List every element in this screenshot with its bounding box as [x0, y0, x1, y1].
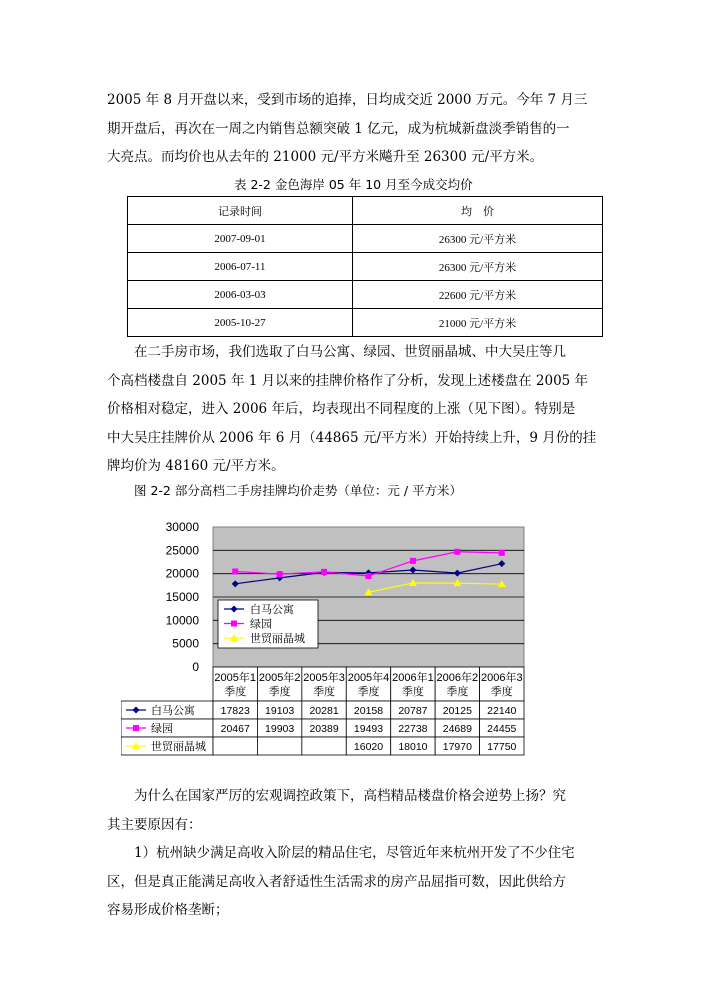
data-point: [410, 558, 416, 564]
intro-paragraph: [107, 86, 597, 172]
closing-1-line-2: 其主要原因有：: [107, 816, 202, 833]
table-cell-date: 2006-03-03: [128, 281, 353, 309]
table-value: 17750: [487, 741, 517, 753]
table-value: 22140: [487, 705, 517, 717]
table-value: 24455: [487, 723, 517, 735]
category-label-line-2: 季度: [357, 686, 380, 698]
table-cell-price: 26300 元/平方米: [353, 253, 603, 281]
closing-2-line-1: 1）杭州缺少满足高收入阶层的精品住宅，尽管近年来杭州开发了不少住宅: [134, 845, 575, 861]
table-header-row: [128, 197, 603, 225]
data-point: [321, 569, 327, 575]
table-cell: [257, 737, 301, 755]
closing-2-line-2: 区，但是真正能满足高收入者舒适性生活需求的房产品屈指可数，因此供给方: [107, 873, 566, 890]
y-tick-label: 30000: [165, 520, 199, 534]
price-trend-chart: [121, 515, 531, 765]
table-value: 20467: [220, 723, 250, 735]
table-value: 18010: [398, 741, 428, 753]
category-label-line-2: 季度: [401, 686, 424, 698]
data-point: [366, 573, 372, 579]
table-row: [128, 309, 603, 337]
figure-caption: 图 2-2 部分高档二手房挂牌均价走势（单位：元 / 平方米）: [134, 483, 463, 498]
y-tick-label: 10000: [165, 613, 199, 628]
price-table: [127, 196, 603, 337]
intro-line-3: 大亮点。而均价也从去年的 21000 元/平方米飚升至 26300 元/平方米。: [107, 149, 544, 165]
category-label-line-1: 2006年2: [436, 672, 479, 684]
table-value: 20389: [309, 723, 339, 735]
category-label-line-1: 2005年3: [303, 672, 345, 684]
category-label-line-2: 季度: [313, 686, 336, 698]
closing-1-line-1: 为什么在国家严厉的宏观调控政策下，高档精品楼盘价格会逆势上扬？究: [134, 788, 566, 804]
y-axis-ticks: [166, 520, 200, 674]
table-value: 22738: [398, 723, 428, 735]
legend-label: 世贸丽晶城: [250, 633, 305, 645]
legend-label: 绿园: [250, 618, 272, 631]
row-series-name: 世贸丽晶城: [151, 741, 206, 753]
table-cell-price: 22600 元/平方米: [353, 281, 603, 309]
table-value: 16020: [353, 741, 384, 753]
data-point: [454, 549, 460, 555]
table-value: 19903: [265, 723, 295, 735]
chart-data-table: [121, 667, 524, 755]
legend-label: 白马公寓: [250, 604, 294, 616]
row-series-name: 绿园: [151, 723, 173, 735]
closing-paragraph-2: [107, 839, 597, 925]
analysis-line-2: 个高档楼盘自 2005 年 1 月以来的挂牌价格作了分析，发现上述楼盘在 2005 年: [107, 372, 589, 389]
data-point: [232, 568, 238, 574]
closing-paragraph-1: [107, 782, 597, 839]
category-label-line-1: 2006年1: [392, 672, 434, 684]
table-cell: [302, 737, 346, 755]
table-caption: 表 2-2 金色海岸 05 年 10 月至今成交均价: [234, 177, 473, 192]
table-value: 17970: [442, 741, 472, 753]
intro-line-2: 期开盘后，再次在一周之内销售总额突破 1 亿元，成为杭城新盘淡季销售的一: [107, 120, 570, 137]
category-label-line-2: 季度: [446, 686, 469, 698]
row-series-name: 白马公寓: [151, 705, 195, 717]
data-point: [499, 550, 505, 556]
analysis-line-3: 价格相对稳定，进入 2006 年后，均表现出不同程度的上涨（见下图）。特别是: [107, 401, 576, 417]
table-row: [128, 253, 603, 281]
table-value: 19103: [265, 705, 295, 717]
table-value: 20787: [398, 705, 428, 717]
table-cell-date: 2006-07-11: [128, 253, 353, 281]
category-label-line-2: 季度: [490, 686, 513, 698]
table-cell-date: 2007-09-01: [128, 225, 353, 253]
category-label-line-1: 2005年4: [347, 672, 390, 684]
y-tick-label: 25000: [165, 543, 199, 558]
y-tick-label: 15000: [165, 590, 199, 604]
row-swatch-marker: [133, 725, 139, 731]
table-row: [128, 225, 603, 253]
table-header-price: 均 价: [353, 197, 603, 225]
table-value: 20281: [309, 705, 339, 717]
analysis-line-1: 在二手房市场，我们选取了白马公寓、绿园、世贸丽晶城、中大吴庄等几: [134, 344, 566, 360]
table-value: 17823: [220, 705, 250, 717]
category-label-line-2: 季度: [268, 686, 291, 698]
table-row: [128, 281, 603, 309]
table-cell-price: 21000 元/平方米: [353, 309, 603, 337]
closing-2-line-3: 容易形成价格垄断；: [107, 902, 229, 918]
analysis-line-5: 牌均价为 48160 元/平方米。: [107, 458, 285, 474]
category-label-line-2: 季度: [224, 686, 247, 698]
y-tick-label: 20000: [165, 566, 199, 581]
y-tick-label: 0: [192, 660, 199, 674]
table-value: 20158: [353, 705, 384, 717]
category-label-line-1: 2006年3: [480, 672, 523, 684]
table-value: 20125: [442, 705, 472, 717]
table-cell-date: 2005-10-27: [128, 309, 353, 337]
table-value: 19493: [353, 723, 384, 735]
analysis-line-4: 中大吴庄挂牌价从 2006 年 6 月（44865 元/平方米）开始持续上升，9 月份的挂: [107, 429, 597, 446]
intro-line-1: 2005 年 8 月开盘以来，受到市场的追捧，日均成交近 2000 万元。今年 7 月三: [107, 92, 588, 108]
table-value: 24689: [442, 723, 472, 735]
chart-legend: [218, 600, 318, 648]
table-cell: [213, 737, 257, 755]
table-header-date: 记录时间: [128, 197, 353, 225]
category-label-line-1: 2005年2: [258, 672, 301, 684]
table-cell-price: 26300 元/平方米: [353, 225, 603, 253]
analysis-paragraph: [107, 338, 597, 481]
legend-marker: [231, 621, 237, 627]
y-tick-label: 5000: [172, 636, 199, 651]
data-point: [277, 571, 283, 577]
category-label-line-1: 2005年1: [214, 672, 257, 684]
